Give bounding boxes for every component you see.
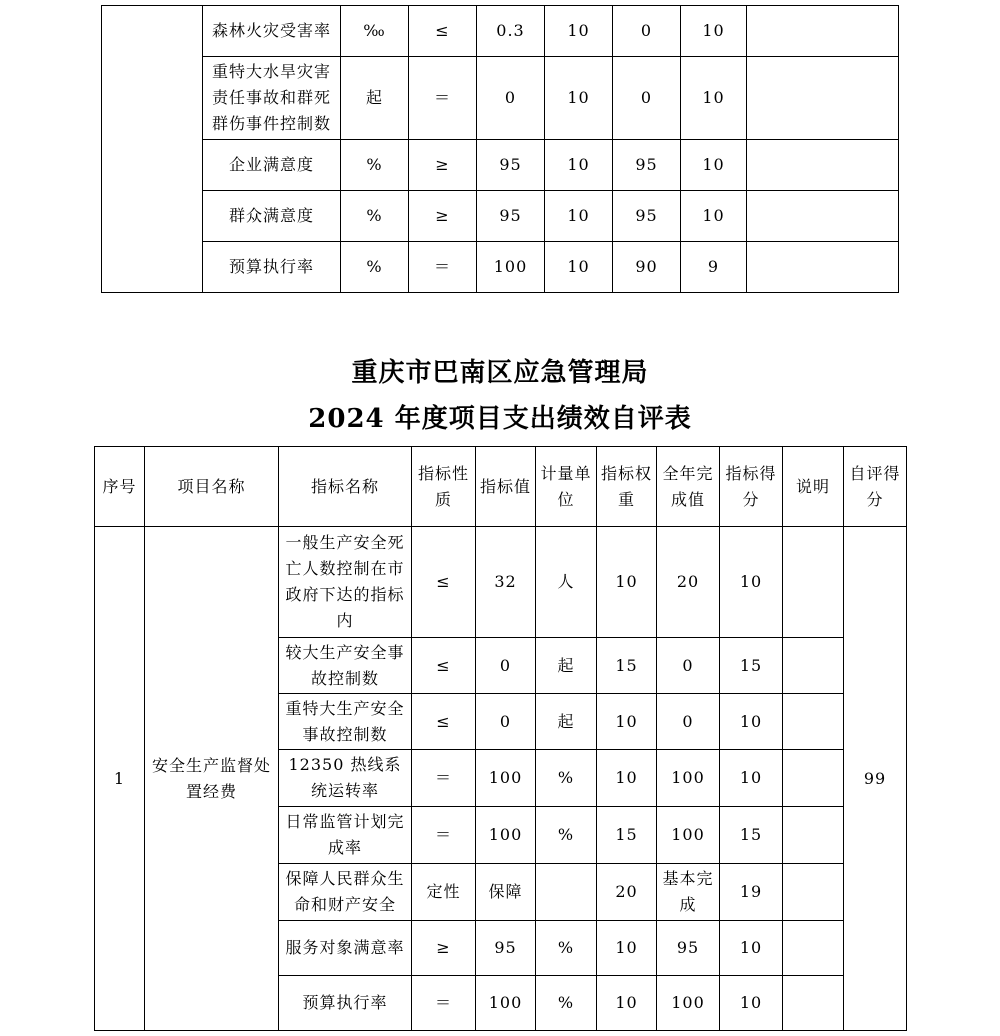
document-title: 重庆市巴南区应急管理局 xyxy=(351,358,649,388)
indicator-actual: 基本完成 xyxy=(657,864,720,921)
indicator-name: 重特大水旱灾害责任事故和群死群伤事件控制数 xyxy=(203,57,341,140)
table-row xyxy=(102,6,899,57)
indicator-note xyxy=(747,242,899,293)
indicator-weight: 20 xyxy=(597,864,657,921)
indicator-value: 100 xyxy=(477,242,545,293)
indicator-weight: 10 xyxy=(597,976,657,1031)
header-score: 指标得分 xyxy=(720,447,783,527)
indicator-name: 重特大生产安全事故控制数 xyxy=(279,694,412,750)
indicator-value: 100 xyxy=(476,976,536,1031)
indicator-value: 95 xyxy=(476,921,536,976)
performance-table xyxy=(94,446,907,1031)
indicator-note xyxy=(783,976,844,1031)
indicator-value: 95 xyxy=(477,140,545,191)
indicator-nature: ≤ xyxy=(412,527,476,638)
indicator-weight: 10 xyxy=(597,750,657,807)
indicator-actual: 0 xyxy=(613,57,681,140)
indicator-weight: 10 xyxy=(597,921,657,976)
header-value: 指标值 xyxy=(476,447,536,527)
indicator-name: 企业满意度 xyxy=(203,140,341,191)
indicator-actual: 95 xyxy=(613,140,681,191)
header-weight: 指标权重 xyxy=(597,447,657,527)
indicator-score: 10 xyxy=(720,527,783,638)
indicator-value: 100 xyxy=(476,807,536,864)
indicator-weight: 10 xyxy=(597,694,657,750)
table-row xyxy=(102,191,899,242)
indicator-name: 森林火灾受害率 xyxy=(203,6,341,57)
indicator-name: 群众满意度 xyxy=(203,191,341,242)
indicator-score: 10 xyxy=(681,6,747,57)
indicator-value: 0 xyxy=(476,638,536,694)
indicator-value: 0.3 xyxy=(477,6,545,57)
indicator-score: 10 xyxy=(681,191,747,242)
indicator-nature: ＝ xyxy=(412,807,476,864)
indicator-value: 0 xyxy=(476,694,536,750)
indicator-name: 服务对象满意率 xyxy=(279,921,412,976)
indicator-score: 10 xyxy=(720,976,783,1031)
indicator-actual: 0 xyxy=(657,694,720,750)
indicator-note xyxy=(747,191,899,242)
indicator-score: 19 xyxy=(720,864,783,921)
indicator-value: 保障 xyxy=(476,864,536,921)
indicator-weight: 10 xyxy=(545,57,613,140)
indicator-unit: 起 xyxy=(341,57,409,140)
header-unit: 计量单位 xyxy=(536,447,597,527)
indicator-name: 预算执行率 xyxy=(279,976,412,1031)
header-row xyxy=(95,447,907,527)
indicator-nature: ≥ xyxy=(412,921,476,976)
indicator-name: 日常监管计划完成率 xyxy=(279,807,412,864)
project-name-cell: 安全生产监督处置经费 xyxy=(145,527,279,1031)
indicator-weight: 10 xyxy=(545,140,613,191)
indicator-weight: 15 xyxy=(597,638,657,694)
indicator-name: 保障人民群众生命和财产安全 xyxy=(279,864,412,921)
indicator-nature: ＝ xyxy=(412,976,476,1031)
indicator-value: 100 xyxy=(476,750,536,807)
indicator-unit: % xyxy=(536,921,597,976)
indicator-actual: 0 xyxy=(657,638,720,694)
indicator-name: 预算执行率 xyxy=(203,242,341,293)
indicator-note xyxy=(747,57,899,140)
indicator-weight: 10 xyxy=(597,527,657,638)
indicator-unit: % xyxy=(536,750,597,807)
header-indicator: 指标名称 xyxy=(279,447,412,527)
indicator-note xyxy=(783,864,844,921)
seq-cell: 1 xyxy=(95,527,145,1031)
indicator-note xyxy=(783,807,844,864)
indicator-weight: 10 xyxy=(545,6,613,57)
header-project: 项目名称 xyxy=(145,447,279,527)
indicator-actual: 20 xyxy=(657,527,720,638)
indicator-score: 10 xyxy=(720,750,783,807)
indicator-score: 15 xyxy=(720,638,783,694)
indicator-unit: % xyxy=(341,140,409,191)
indicator-note xyxy=(783,694,844,750)
indicator-unit: % xyxy=(341,191,409,242)
indicator-unit: % xyxy=(536,807,597,864)
indicator-score: 15 xyxy=(720,807,783,864)
indicator-operator: ＝ xyxy=(409,57,477,140)
indicator-score: 9 xyxy=(681,242,747,293)
indicator-unit: 人 xyxy=(536,527,597,638)
indicator-nature: ≤ xyxy=(412,694,476,750)
indicator-unit: ‰ xyxy=(341,6,409,57)
top-table xyxy=(101,5,899,293)
indicator-value: 32 xyxy=(476,527,536,638)
indicator-unit: % xyxy=(341,242,409,293)
header-note: 说明 xyxy=(783,447,844,527)
indicator-nature: ≤ xyxy=(412,638,476,694)
indicator-unit: % xyxy=(536,976,597,1031)
table-row xyxy=(95,527,907,638)
indicator-nature: ＝ xyxy=(412,750,476,807)
indicator-name: 12350 热线系统运转率 xyxy=(279,750,412,807)
table-row xyxy=(102,57,899,140)
header-self-score: 自评得分 xyxy=(844,447,907,527)
header-nature: 指标性质 xyxy=(412,447,476,527)
indicator-note xyxy=(783,527,844,638)
table-row xyxy=(102,140,899,191)
indicator-note xyxy=(783,921,844,976)
indicator-score: 10 xyxy=(720,694,783,750)
indicator-name: 较大生产安全事故控制数 xyxy=(279,638,412,694)
indicator-actual: 100 xyxy=(657,807,720,864)
indicator-nature: 定性 xyxy=(412,864,476,921)
indicator-actual: 0 xyxy=(613,6,681,57)
self-score-cell: 99 xyxy=(844,527,907,1031)
indicator-note xyxy=(747,140,899,191)
indicator-actual: 100 xyxy=(657,976,720,1031)
indicator-unit: 起 xyxy=(536,694,597,750)
indicator-note xyxy=(783,750,844,807)
indicator-operator: ≥ xyxy=(409,191,477,242)
indicator-unit: 起 xyxy=(536,638,597,694)
indicator-value: 95 xyxy=(477,191,545,242)
document-subtitle: 2024 年度项目支出绩效自评表 xyxy=(308,404,692,434)
blank-cell xyxy=(102,6,203,293)
indicator-note xyxy=(747,6,899,57)
indicator-operator: ＝ xyxy=(409,242,477,293)
table-row xyxy=(102,242,899,293)
indicator-unit xyxy=(536,864,597,921)
indicator-operator: ≥ xyxy=(409,140,477,191)
indicator-score: 10 xyxy=(720,921,783,976)
indicator-actual: 100 xyxy=(657,750,720,807)
indicator-value: 0 xyxy=(477,57,545,140)
indicator-name: 一般生产安全死亡人数控制在市政府下达的指标内 xyxy=(279,527,412,638)
indicator-actual: 90 xyxy=(613,242,681,293)
header-seq: 序号 xyxy=(95,447,145,527)
header-actual: 全年完成值 xyxy=(657,447,720,527)
indicator-score: 10 xyxy=(681,140,747,191)
indicator-weight: 15 xyxy=(597,807,657,864)
indicator-score: 10 xyxy=(681,57,747,140)
indicator-note xyxy=(783,638,844,694)
indicator-actual: 95 xyxy=(613,191,681,242)
indicator-actual: 95 xyxy=(657,921,720,976)
indicator-weight: 10 xyxy=(545,191,613,242)
indicator-operator: ≤ xyxy=(409,6,477,57)
indicator-weight: 10 xyxy=(545,242,613,293)
